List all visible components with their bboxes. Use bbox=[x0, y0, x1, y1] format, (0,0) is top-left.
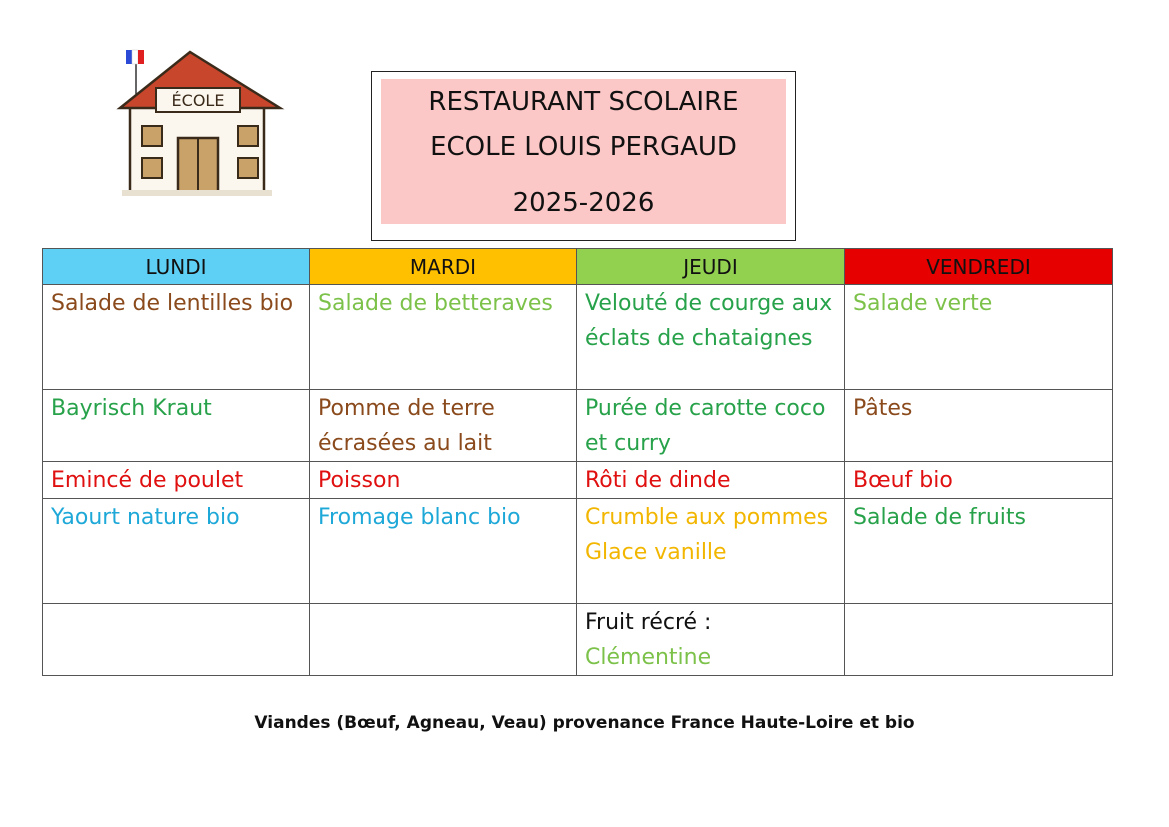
day-header-vendredi: VENDREDI bbox=[845, 249, 1113, 285]
dish-text: Emincé de poulet bbox=[51, 468, 244, 493]
dish-cell bbox=[845, 390, 1113, 462]
dish-cell bbox=[43, 285, 310, 390]
dish-cell bbox=[310, 390, 577, 462]
dish-cell bbox=[43, 390, 310, 462]
dish-cell bbox=[577, 462, 845, 499]
dish-text: Fruit récré : bbox=[585, 610, 712, 635]
day-header-lundi: LUNDI bbox=[43, 249, 310, 285]
dish-text: Rôti de dinde bbox=[585, 468, 731, 493]
dish-text: Bayrisch Kraut bbox=[51, 396, 212, 421]
dish-cell bbox=[43, 462, 310, 499]
dish-text: Yaourt nature bio bbox=[51, 505, 240, 530]
logo-label: ÉCOLE bbox=[171, 91, 225, 110]
title-box bbox=[381, 79, 786, 224]
menu-row-starter bbox=[43, 285, 1113, 390]
dish-text: Bœuf bio bbox=[853, 468, 953, 493]
title-line-school: ECOLE LOUIS PERGAUD bbox=[430, 132, 737, 162]
dish-text: Purée de carotte coco et curry bbox=[585, 396, 826, 456]
day-header-jeudi: JEUDI bbox=[577, 249, 845, 285]
dish-cell bbox=[845, 462, 1113, 499]
day-header-mardi: MARDI bbox=[310, 249, 577, 285]
dish-text: Crumble aux pommes bbox=[585, 505, 829, 530]
title-line-year: 2025-2026 bbox=[512, 188, 655, 218]
dish-text: Salade de betteraves bbox=[318, 291, 553, 316]
dish-cell bbox=[310, 462, 577, 499]
empty-cell bbox=[43, 604, 310, 676]
dish-cell bbox=[310, 285, 577, 390]
dish-text: Poisson bbox=[318, 468, 401, 493]
menu-row-main bbox=[43, 462, 1113, 499]
empty-cell bbox=[845, 604, 1113, 676]
dish-extra-text: Clémentine bbox=[585, 645, 712, 670]
menu-row-snack bbox=[43, 604, 1113, 676]
dish-cell bbox=[577, 285, 845, 390]
dish-text: Pomme de terre écrasées au lait bbox=[318, 396, 495, 456]
day-header-row bbox=[43, 249, 1113, 285]
dish-text: Pâtes bbox=[853, 396, 913, 421]
dish-extra-text: Glace vanille bbox=[585, 540, 727, 565]
footer-note: Viandes (Bœuf, Agneau, Veau) provenance France Haute-Loire et bio bbox=[254, 713, 915, 733]
title-line-restaurant: RESTAURANT SCOLAIRE bbox=[428, 87, 739, 117]
menu-table bbox=[42, 248, 1113, 676]
title-frame bbox=[371, 71, 796, 241]
empty-cell bbox=[310, 604, 577, 676]
dish-cell bbox=[310, 499, 577, 604]
dish-cell bbox=[577, 390, 845, 462]
dish-cell bbox=[845, 499, 1113, 604]
dish-text: Salade de lentilles bio bbox=[51, 291, 294, 316]
menu-row-side bbox=[43, 390, 1113, 462]
dish-cell bbox=[577, 604, 845, 676]
dish-text: Velouté de courge aux éclats de chataignes bbox=[585, 291, 833, 351]
dish-text: Salade de fruits bbox=[853, 505, 1026, 530]
school-house-logo bbox=[112, 46, 290, 198]
dish-cell bbox=[845, 285, 1113, 390]
dish-text: Salade verte bbox=[853, 291, 993, 316]
menu-row-dessert bbox=[43, 499, 1113, 604]
dish-text: Fromage blanc bio bbox=[318, 505, 521, 530]
dish-cell bbox=[43, 499, 310, 604]
dish-cell bbox=[577, 499, 845, 604]
